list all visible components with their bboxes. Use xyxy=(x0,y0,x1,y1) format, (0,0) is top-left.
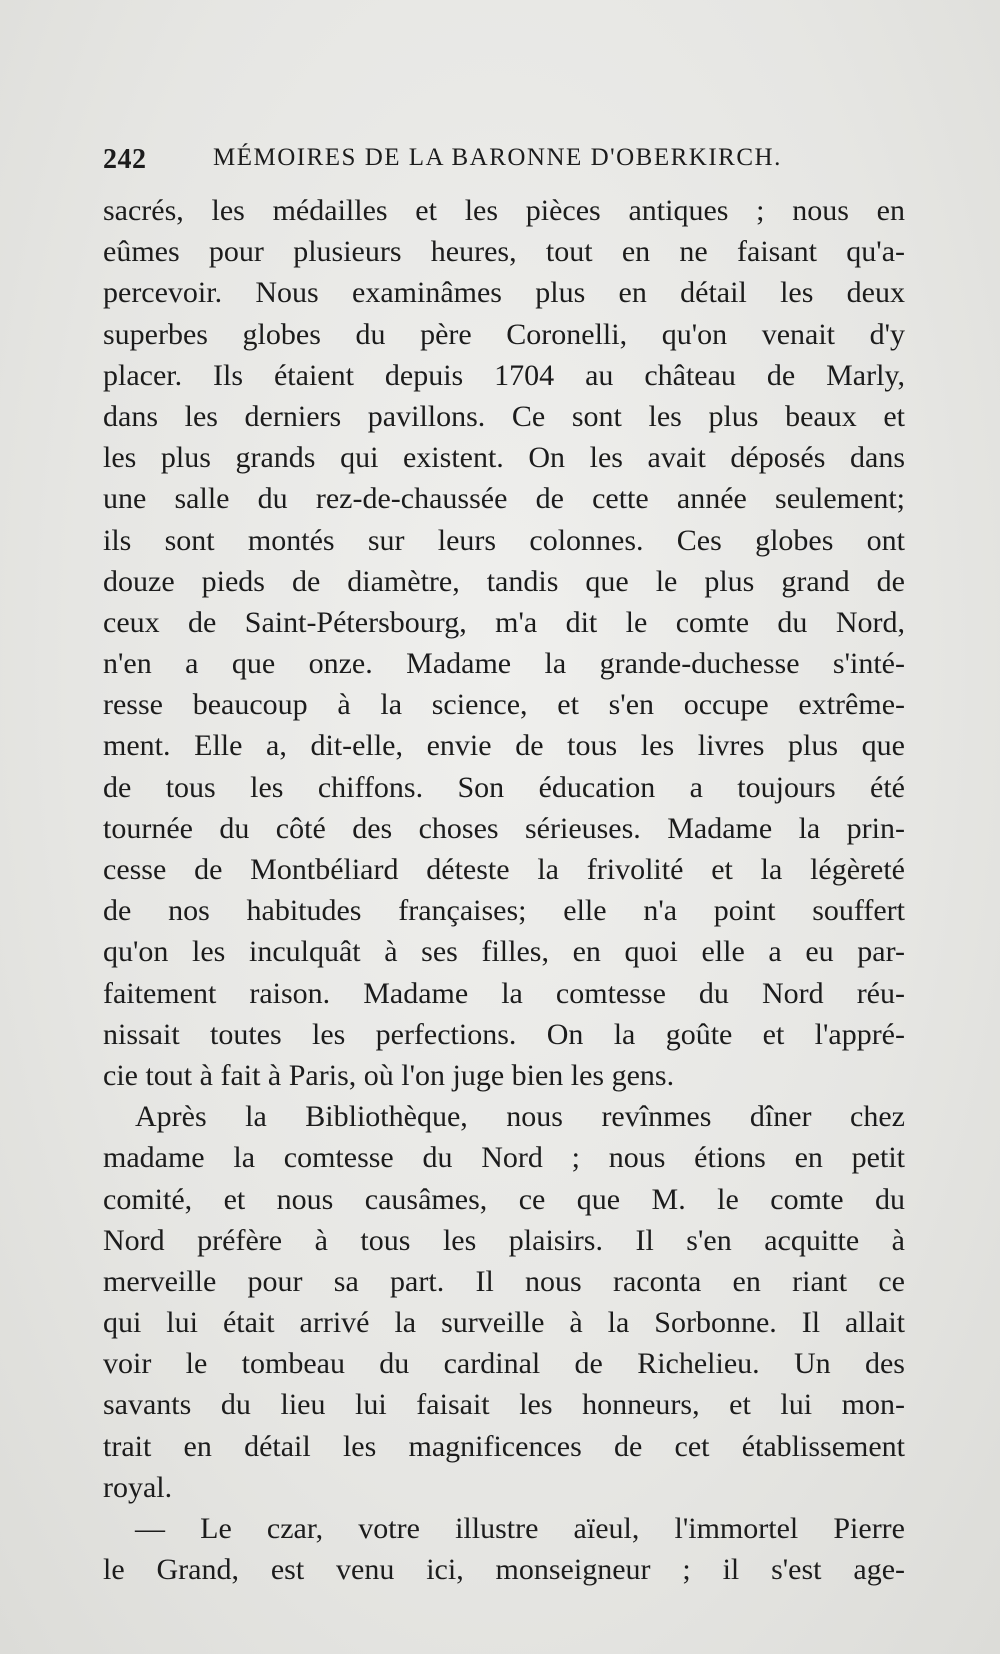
text-line: faitement raison. Madame la comtesse du Nord réu- xyxy=(103,976,905,1010)
text-line: cesse de Montbéliard déteste la frivolité et la légèreté xyxy=(103,853,905,886)
text-line: resse beaucoup à la science, et s'en occupe extrême- xyxy=(103,688,905,722)
text-line: merveille pour sa part. Il nous raconta en riant ce xyxy=(103,1264,905,1298)
text-line: dans les derniers pavillons. Ce sont les plus beaux et xyxy=(103,399,905,433)
dialogue-start-line: — Le czar, votre illustre aïeul, l'immortel Pierre xyxy=(135,1512,905,1545)
paragraph-start-line: Après la Bibliothèque, nous revînmes dîner chez xyxy=(135,1100,905,1134)
text-line: comité, et nous causâmes, ce que M. le comte du xyxy=(103,1182,905,1216)
page-header xyxy=(103,140,908,180)
text-line: eûmes pour plusieurs heures, tout en ne faisant qu'a- xyxy=(103,235,905,269)
text-line: qui lui était arrivé la surveille à la Sorbonne. Il allait xyxy=(103,1306,905,1340)
text-line: ment. Elle a, dit-elle, envie de tous les livres plus que xyxy=(103,729,905,763)
text-line: madame la comtesse du Nord ; nous étions en petit xyxy=(103,1141,905,1175)
text-line: de nos habitudes françaises; elle n'a point souffert xyxy=(103,894,905,928)
text-line: placer. Ils étaient depuis 1704 au château de Marly, xyxy=(103,358,905,392)
text-line: douze pieds de diamètre, tandis que le plus grand de xyxy=(103,564,905,598)
text-line: superbes globes du père Coronelli, qu'on venait d'y xyxy=(103,317,905,351)
page-number: 242 xyxy=(103,144,147,175)
text-line: voir le tombeau du cardinal de Richelieu. Un des xyxy=(103,1347,905,1381)
text-line: qu'on les inculquât à ses filles, en quoi elle a eu par- xyxy=(103,935,905,969)
text-line: percevoir. Nous examinâmes plus en détail les deux xyxy=(103,276,905,310)
paragraph-end-line: royal. xyxy=(103,1470,173,1504)
text-line: ceux de Saint-Pétersbourg, m'a dit le comte du Nord, xyxy=(103,605,905,639)
text-line: tournée du côté des choses sérieuses. Madame la prin- xyxy=(103,811,905,845)
text-line: de tous les chiffons. Son éducation a toujours été xyxy=(103,770,905,804)
text-line: une salle du rez-de-chaussée de cette année seulement; xyxy=(103,482,905,516)
text-line: savants du lieu lui faisait les honneurs, et lui mon- xyxy=(103,1388,905,1422)
text-line: le Grand, est venu ici, monseigneur ; il s'est age- xyxy=(103,1553,905,1587)
body-text xyxy=(103,190,905,1590)
text-line: ils sont montés sur leurs colonnes. Ces globes ont xyxy=(103,523,905,557)
text-line: sacrés, les médailles et les pièces antiques ; nous en xyxy=(103,194,905,227)
paragraph-end-line: cie tout à fait à Paris, où l'on juge bien les gens. xyxy=(103,1058,675,1092)
text-line: les plus grands qui existent. On les avait déposés dans xyxy=(103,441,905,475)
text-line: n'en a que onze. Madame la grande-duchesse s'inté- xyxy=(103,647,905,681)
running-title: MÉMOIRES DE LA BARONNE D'OBERKIRCH. xyxy=(213,144,782,171)
text-line: nissait toutes les perfections. On la goûte et l'appré- xyxy=(103,1017,905,1051)
text-line: trait en détail les magnificences de cet établissement xyxy=(103,1429,905,1463)
text-line: Nord préfère à tous les plaisirs. Il s'en acquitte à xyxy=(103,1223,905,1257)
